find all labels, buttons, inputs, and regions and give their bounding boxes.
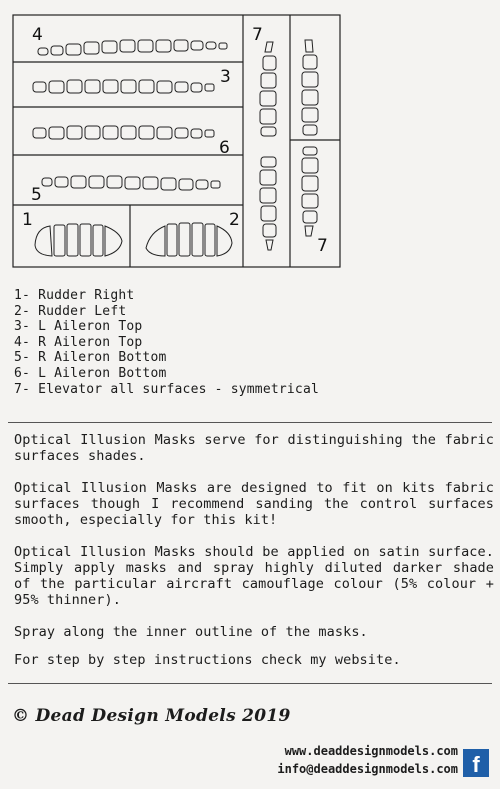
mask-strip-6 bbox=[33, 126, 214, 139]
diagram-label-1: 1 bbox=[22, 210, 33, 230]
email-link[interactable]: info@deaddesignmodels.com bbox=[277, 762, 458, 776]
legend-list bbox=[14, 288, 319, 397]
description-paragraph: Optical Illusion Masks serve for distinguishing the fabric surfaces shades. bbox=[14, 432, 494, 464]
facebook-icon[interactable]: f bbox=[463, 749, 489, 777]
legend-item: 6- L Aileron Bottom bbox=[14, 365, 167, 381]
description-paragraph: Spray along the inner outline of the masks. bbox=[14, 624, 368, 640]
mask-strip-5 bbox=[42, 176, 220, 190]
legend-item: 3- L Aileron Top bbox=[14, 319, 143, 335]
mask-elevator-a bbox=[260, 42, 276, 250]
description-paragraph: Optical Illusion Masks should be applied on satin surface. Simply apply masks and spray highly diluted darker shade of the particular aircraft camouflage colour (5% colour + 95% thinner). bbox=[14, 544, 494, 608]
legend-item: 5- R Aileron Bottom bbox=[14, 350, 167, 366]
mask-strip-3 bbox=[33, 80, 214, 93]
mask-strip-4 bbox=[38, 40, 227, 55]
mask-rudder-1 bbox=[35, 224, 122, 256]
diagram-label-7-bottom: 7 bbox=[317, 236, 328, 256]
diagram-label-4: 4 bbox=[32, 25, 43, 45]
legend-item: 2- Rudder Left bbox=[14, 303, 127, 319]
legend-item: 4- R Aileron Top bbox=[14, 334, 143, 350]
diagram-label-7-top: 7 bbox=[252, 25, 263, 45]
description bbox=[14, 432, 494, 684]
divider bbox=[8, 422, 492, 423]
website-link[interactable]: www.deaddesignmodels.com bbox=[284, 744, 458, 758]
contact-info bbox=[277, 742, 458, 778]
mask-sheet-diagram bbox=[0, 0, 500, 270]
legend-item: 1- Rudder Right bbox=[14, 288, 135, 303]
description-paragraph: Optical Illusion Masks are designed to fit on kits fabric surfaces though I recommend sanding the control surfaces smooth, especially for this kit! bbox=[14, 480, 494, 528]
legend-item: 7- Elevator all surfaces - symmetrical bbox=[14, 381, 320, 397]
diagram-label-5: 5 bbox=[31, 185, 42, 205]
description-paragraph: For step by step instructions check my website. bbox=[14, 652, 401, 668]
diagram-label-3: 3 bbox=[220, 67, 231, 87]
diagram-label-6: 6 bbox=[219, 138, 230, 158]
divider bbox=[8, 683, 492, 684]
mask-elevator-b bbox=[302, 40, 318, 236]
mask-rudder-2 bbox=[146, 223, 232, 256]
diagram-label-2: 2 bbox=[229, 210, 240, 230]
copyright: © Dead Design Models 2019 bbox=[12, 706, 291, 726]
